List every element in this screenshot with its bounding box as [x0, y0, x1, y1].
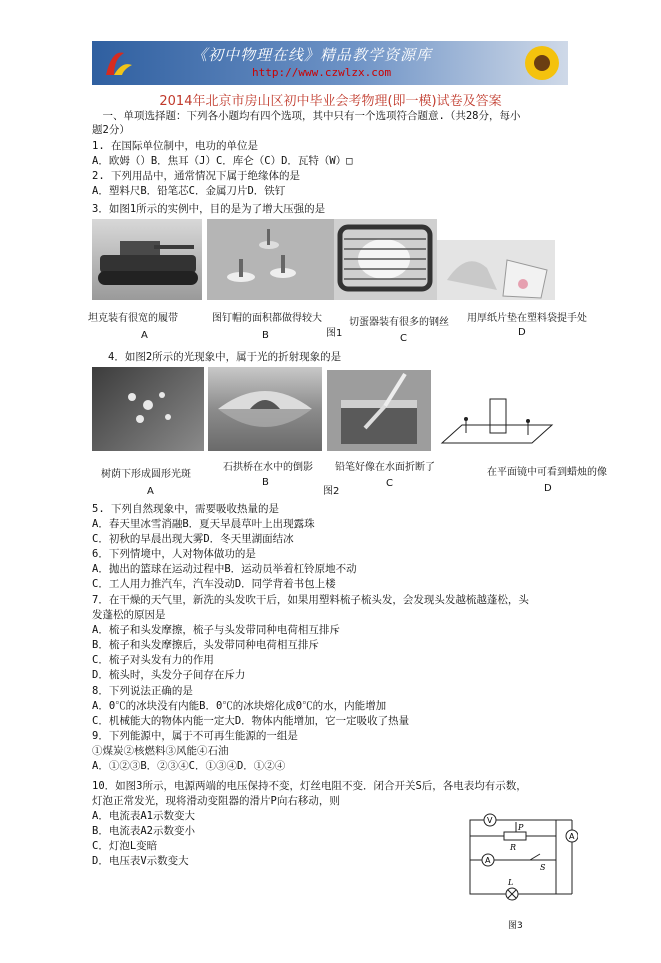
header-banner	[92, 41, 568, 85]
fig1-letter-c: C	[400, 333, 407, 344]
fig3-slider-label: P	[518, 823, 524, 832]
q5-stem: 5. 下列自然现象中，需要吸收热量的是	[92, 503, 279, 515]
q10-stem-cont: 灯泡正常发光，现将滑动变阻器的滑片P向右移动，则	[92, 795, 340, 807]
fig1-letter-b: B	[262, 330, 269, 341]
fig2-pencil-water-photo	[327, 370, 431, 451]
fig2-letter-d: D	[544, 483, 552, 494]
fig2-caption-c: 铅笔好像在水面折断了	[335, 462, 435, 473]
fig1-caption-a: 坦克装有很宽的履带	[88, 313, 178, 324]
fig2-shadow-spots-photo	[92, 367, 204, 451]
fig3-ammeter2-symbol: A	[569, 832, 575, 841]
fig3-ammeter1-symbol: A	[485, 856, 491, 865]
q10-stem: 10．如图3所示，电源两端的电压保持不变，灯丝电阻不变．闭合开关S后，各电表均有示数，	[92, 780, 527, 792]
fig3-lamp-label: L	[508, 878, 514, 887]
fig1-egg-slicer-photo	[334, 219, 437, 300]
section-heading-cont: 题2分）	[92, 124, 130, 136]
page-title: 2014年北京市房山区初中毕业会考物理(即一模)试卷及答案	[159, 94, 502, 109]
q6-stem: 6．下列情境中，人对物体做功的是	[92, 548, 256, 560]
fig1-thumbtack-photo	[207, 219, 334, 300]
site-logo-icon	[102, 47, 136, 79]
q3-stem: 3．如图1所示的实例中，目的是为了增大压强的是	[92, 203, 326, 215]
section-heading: 一、单项选择题：下列各小题均有四个选项，其中只有一个选项符合题意.（共28分，每小	[92, 110, 521, 122]
q10-option-d: D．电压表V示数变大	[92, 855, 189, 867]
q7-option-d: D．梳头时，头发分子间存在斥力	[92, 669, 246, 681]
q5-options-cd: C．初秋的早晨出现大雾D．冬天里湖面结冰	[92, 533, 294, 545]
fig1-letter-d: D	[518, 327, 526, 338]
fig2-caption-b: 石拱桥在水中的倒影	[223, 462, 313, 473]
fig2-letter-b: B	[262, 477, 269, 488]
fig1-caption-d: 用厚纸片垫在塑料袋提手处	[467, 313, 587, 324]
fig3-voltmeter-symbol: V	[487, 816, 493, 825]
q9-options: A．①②③B．②③④C．①③④D．①②④	[92, 760, 286, 772]
q10-option-b: B．电流表A2示数变小	[92, 825, 195, 837]
q8-stem: 8．下列说法正确的是	[92, 685, 193, 697]
fig2-caption-a: 树荫下形成圆形光斑	[101, 469, 191, 480]
q5-options-ab: A．春天里冰雪消融B．夏天早晨草叶上出现露珠	[92, 518, 315, 530]
q9-list: ①煤炭②核燃料③风能④石油	[92, 745, 229, 757]
q8-options-cd: C．机械能大的物体内能一定大D．物体内能增加，它一定吸收了热量	[92, 715, 410, 727]
q6-options-ab: A．抛出的篮球在运动过程中B．运动员举着杠铃原地不动	[92, 563, 357, 575]
fig3-circuit-diagram	[462, 808, 578, 916]
q8-options-ab: A．0℃的冰块没有内能B．0℃的冰块熔化成0℃的水，内能增加	[92, 700, 387, 712]
fig2-letter-c: C	[386, 478, 393, 489]
fig3-resistor-label: R	[510, 843, 517, 852]
q9-stem: 9．下列能源中，属于不可再生能源的一组是	[92, 730, 298, 742]
fig1-label: 图1	[326, 328, 343, 339]
fig1-letter-a: A	[141, 330, 148, 341]
q10-option-c: C．灯泡L变暗	[92, 840, 158, 852]
fig1-plastic-bag-photo	[437, 240, 555, 300]
q7-option-a: A．梳子和头发摩擦，梳子与头发带同种电荷相互排斥	[92, 624, 340, 636]
fig2-caption-d: 在平面镜中可看到蜡烛的像	[487, 467, 607, 478]
fig2-label: 图2	[323, 486, 340, 497]
q7-option-c: C．梳子对头发有力的作用	[92, 654, 214, 666]
q1-stem: 1. 在国际单位制中，电功的单位是	[92, 140, 258, 152]
banner-title: 《初中物理在线》精品教学资源库	[192, 46, 433, 64]
q4-stem: 4．如图2所示的光现象中，属于光的折射现象的是	[108, 351, 342, 363]
fig3-label: 图3	[508, 921, 523, 931]
fig2-mirror-candle-diagram	[438, 395, 556, 453]
q10-option-a: A．电流表A1示数变大	[92, 810, 195, 822]
q7-option-b: B．梳子和头发摩擦后，头发带同种电荷相互排斥	[92, 639, 319, 651]
banner-url: http://www.czwlzx.com	[252, 66, 392, 79]
fig1-tank-photo	[92, 219, 202, 300]
q2-options: A．塑料尺B．铅笔芯C．金属刀片D．铁钉	[92, 185, 286, 197]
q2-stem: 2. 下列用品中，通常情况下属于绝缘体的是	[92, 170, 300, 182]
q6-options-cd: C．工人用力推汽车，汽车没动D．同学背着书包上楼	[92, 578, 336, 590]
fig1-caption-b: 图钉帽的面积都做得较大	[212, 313, 322, 324]
fig2-letter-a: A	[147, 486, 154, 497]
q1-options: A．欧姆（）B．焦耳（J）C．库仑（C）D．瓦特（W）□	[92, 155, 353, 167]
fig1-caption-c: 切蛋器装有很多的钢丝	[349, 317, 449, 328]
fig3-switch-label: S	[540, 863, 546, 872]
sunflower-icon	[520, 43, 564, 83]
q7-stem-cont: 发蓬松的原因是	[92, 609, 166, 621]
fig2-stone-bridge-photo	[208, 367, 322, 451]
q7-stem: 7．在干燥的天气里，新洗的头发吹干后，如果用塑料梳子梳头发，会发现头发越梳越蓬松，头	[92, 594, 529, 606]
